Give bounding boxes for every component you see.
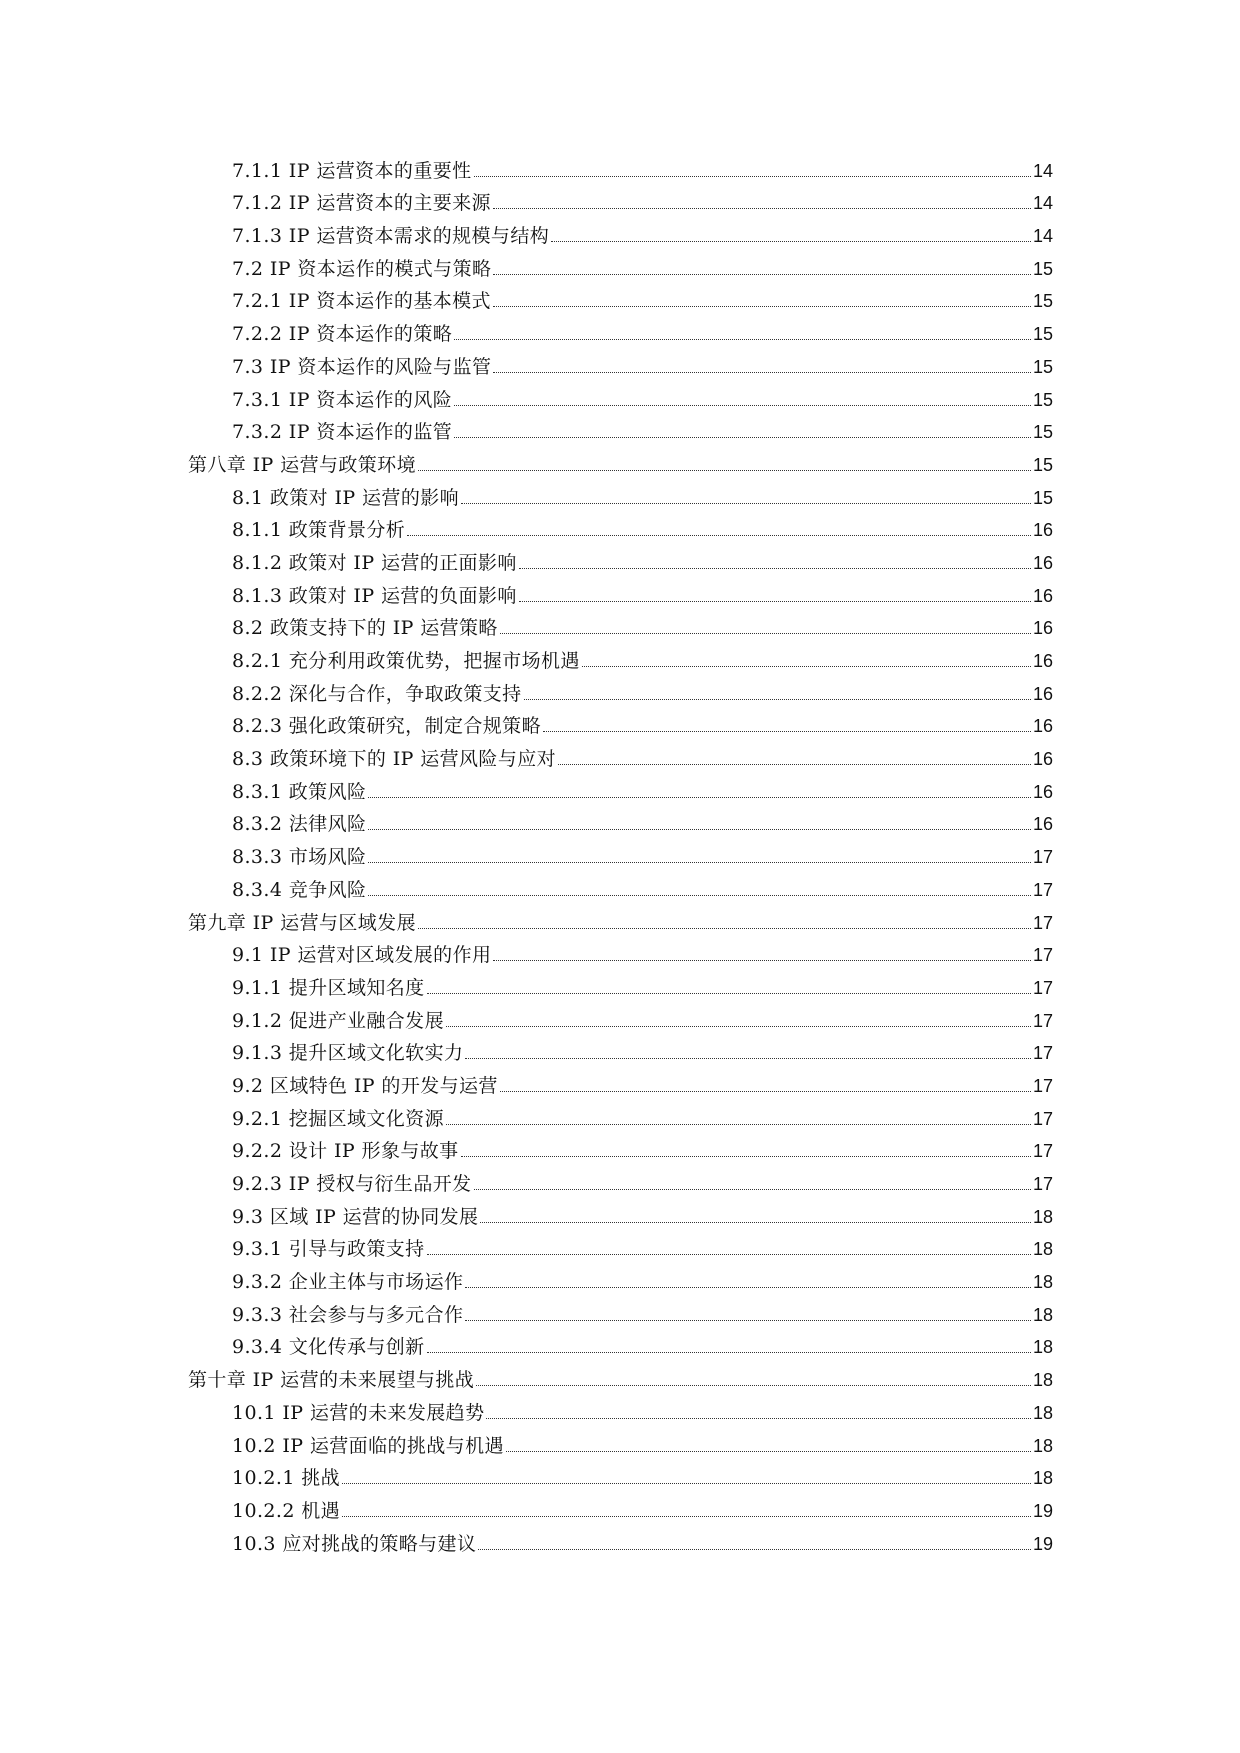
dot-leader [461, 1156, 1031, 1157]
dot-leader [368, 895, 1031, 896]
toc-entry[interactable] [0, 542, 1240, 575]
dot-leader [551, 241, 1031, 242]
toc-entry[interactable] [0, 738, 1240, 771]
toc-entry-title: 9.3 区域 IP 运营的协同发展 [232, 1205, 479, 1228]
toc-entry[interactable] [0, 1261, 1240, 1294]
toc-entry-title: 8.2.3 强化政策研究，制定合规策略 [232, 715, 541, 738]
toc-entry[interactable] [0, 1163, 1240, 1196]
toc-entry[interactable] [0, 313, 1240, 346]
dot-leader [368, 797, 1031, 798]
toc-entry-title: 9.2.3 IP 授权与衍生品开发 [232, 1173, 472, 1195]
dot-leader [582, 666, 1031, 667]
toc-entry[interactable] [0, 1000, 1240, 1033]
toc-entry-page-number: 17 [1032, 977, 1053, 998]
toc-entry-title: 7.3 IP 资本运作的风险与监管 [232, 355, 492, 378]
toc-entry-title: 8.2.2 深化与合作，争取政策支持 [232, 682, 522, 705]
toc-entry[interactable] [0, 1065, 1240, 1098]
toc-entry-title: 9.3.2 企业主体与市场运作 [232, 1271, 464, 1294]
toc-entry-title: 第十章 IP 运营的未来展望与挑战 [188, 1369, 475, 1392]
toc-entry[interactable] [0, 281, 1240, 314]
toc-entry-page-number: 16 [1032, 781, 1053, 802]
toc-entry-title: 第八章 IP 运营与政策环境 [188, 453, 416, 476]
toc-entry[interactable] [0, 346, 1240, 379]
toc-entry[interactable] [0, 248, 1240, 281]
toc-entry[interactable] [0, 1098, 1240, 1131]
toc-entry[interactable] [0, 1033, 1240, 1066]
dot-leader [342, 1483, 1031, 1484]
toc-entry-title: 9.1.2 促进产业融合发展 [232, 1009, 444, 1032]
toc-entry[interactable] [0, 1359, 1240, 1392]
toc-entry-title: 8.3.4 竞争风险 [232, 878, 367, 901]
toc-entry-title: 7.2 IP 资本运作的模式与策略 [232, 257, 492, 280]
toc-entry[interactable] [0, 869, 1240, 902]
toc-entry[interactable] [0, 379, 1240, 412]
toc-entry-title: 9.2.2 设计 IP 形象与故事 [232, 1140, 459, 1163]
dot-leader [465, 1058, 1031, 1059]
toc-entry[interactable] [0, 1131, 1240, 1164]
toc-entry[interactable] [0, 1392, 1240, 1425]
toc-entry-page-number: 17 [1032, 847, 1053, 868]
dot-leader [500, 1091, 1031, 1092]
toc-entry-page-number: 16 [1032, 520, 1053, 541]
toc-entry[interactable] [0, 836, 1240, 869]
toc-entry-title: 10.1 IP 运营的未来发展趋势 [232, 1401, 485, 1424]
toc-entry-page-number: 15 [1032, 356, 1053, 377]
toc-entry-page-number: 16 [1032, 716, 1053, 737]
toc-entry-page-number: 16 [1032, 585, 1053, 606]
toc-entry[interactable] [0, 1490, 1240, 1523]
toc-entry[interactable] [0, 1523, 1240, 1556]
dot-leader [368, 829, 1031, 830]
toc-entry-title: 8.1.3 政策对 IP 运营的负面影响 [232, 584, 517, 607]
dot-leader [465, 1287, 1031, 1288]
dot-leader [446, 1026, 1031, 1027]
toc-entry-title: 8.3.1 政策风险 [232, 780, 367, 803]
dot-leader [476, 1385, 1031, 1386]
dot-leader [461, 503, 1031, 504]
toc-entry-page-number: 15 [1032, 258, 1053, 279]
toc-entry[interactable] [0, 967, 1240, 1000]
toc-entry[interactable] [0, 804, 1240, 837]
toc-entry-title: 7.2.2 IP 资本运作的策略 [232, 323, 453, 346]
toc-entry-title: 10.3 应对挑战的策略与建议 [232, 1532, 477, 1555]
toc-entry[interactable] [0, 935, 1240, 968]
dot-leader [478, 1549, 1031, 1550]
toc-entry[interactable] [0, 608, 1240, 641]
toc-entry-title: 10.2.2 机遇 [232, 1499, 341, 1522]
toc-entry-title: 9.2.1 挖掘区域文化资源 [232, 1107, 444, 1130]
dot-leader [418, 928, 1031, 929]
dot-leader [368, 862, 1031, 863]
toc-entry-title: 7.1.1 IP 运营资本的重要性 [232, 159, 472, 182]
toc-entry[interactable] [0, 477, 1240, 510]
toc-entry[interactable] [0, 902, 1240, 935]
dot-leader [480, 1222, 1031, 1223]
toc-entry-title: 10.2 IP 运营面临的挑战与机遇 [232, 1434, 504, 1457]
dot-leader [543, 731, 1031, 732]
dot-leader [474, 176, 1031, 177]
dot-leader [446, 1124, 1031, 1125]
toc-entry[interactable] [0, 444, 1240, 477]
toc-entry[interactable] [0, 215, 1240, 248]
toc-entry-title: 8.1.1 政策背景分析 [232, 519, 406, 542]
dot-leader [519, 568, 1031, 569]
dot-leader [493, 372, 1031, 373]
toc-entry-title: 8.3.2 法律风险 [232, 813, 367, 836]
toc-entry-title: 9.3.1 引导与政策支持 [232, 1238, 425, 1261]
toc-entry-page-number: 15 [1032, 487, 1053, 508]
toc-entry-page-number: 17 [1032, 1174, 1053, 1194]
toc-entry-title: 7.2.1 IP 资本运作的基本模式 [232, 290, 491, 313]
toc-entry-page-number: 17 [1032, 879, 1053, 900]
dot-leader [519, 601, 1031, 602]
toc-entry-page-number: 17 [1032, 1010, 1053, 1031]
dot-leader [474, 1189, 1031, 1190]
dot-leader [342, 1516, 1031, 1517]
dot-leader [506, 1451, 1031, 1452]
dot-leader [418, 470, 1031, 471]
toc-entry-title: 8.3 政策环境下的 IP 运营风险与应对 [232, 748, 557, 771]
toc-entry-title: 7.3.1 IP 资本运作的风险 [232, 388, 453, 411]
toc-entry-page-number: 16 [1032, 552, 1053, 573]
toc-entry-title: 8.3.3 市场风险 [232, 846, 367, 869]
dot-leader [427, 1254, 1031, 1255]
toc-entry-page-number: 18 [1032, 1402, 1053, 1423]
toc-entry-page-number: 17 [1032, 1108, 1053, 1129]
toc-entry-title: 9.1.1 提升区域知名度 [232, 976, 425, 999]
toc-entry-page-number: 19 [1032, 1500, 1053, 1521]
toc-entry-page-number: 18 [1032, 1239, 1053, 1260]
toc-entry-page-number: 15 [1032, 291, 1053, 312]
toc-entry-page-number: 16 [1032, 618, 1053, 639]
toc-entry-page-number: 18 [1032, 1337, 1053, 1358]
toc-entry[interactable] [0, 673, 1240, 706]
toc-entry-page-number: 18 [1032, 1304, 1053, 1325]
toc-entry-page-number: 17 [1032, 912, 1053, 933]
toc-entry-title: 9.2 区域特色 IP 的开发与运营 [232, 1074, 498, 1097]
toc-entry-title: 8.2 政策支持下的 IP 运营策略 [232, 617, 498, 640]
toc-entry[interactable] [0, 1327, 1240, 1360]
dot-leader [407, 535, 1031, 536]
toc-entry-page-number: 15 [1032, 324, 1053, 345]
toc-entry[interactable] [0, 640, 1240, 673]
toc-entry-title: 10.2.1 挑战 [232, 1467, 341, 1490]
toc-entry-title: 9.1.3 提升区域文化软实力 [232, 1042, 464, 1065]
dot-leader [493, 208, 1031, 209]
toc-entry-title: 7.1.2 IP 运营资本的主要来源 [232, 192, 491, 215]
toc-entry-title: 8.1 政策对 IP 运营的影响 [232, 486, 460, 509]
dot-leader [493, 306, 1031, 307]
toc-entry-page-number: 18 [1032, 1370, 1053, 1391]
toc-entry-page-number: 15 [1032, 454, 1053, 475]
toc-entry-title: 9.3.4 文化传承与创新 [232, 1336, 425, 1359]
toc-entry[interactable] [0, 412, 1240, 445]
dot-leader [558, 764, 1031, 765]
toc-entry-page-number: 18 [1032, 1435, 1053, 1456]
toc-entry-page-number: 15 [1032, 389, 1053, 410]
dot-leader [524, 699, 1031, 700]
dot-leader [427, 993, 1031, 994]
toc-entry[interactable] [0, 1196, 1240, 1229]
toc-entry-page-number: 17 [1032, 945, 1053, 966]
toc-entry[interactable] [0, 1229, 1240, 1262]
toc-entry[interactable] [0, 575, 1240, 608]
dot-leader [486, 1418, 1030, 1419]
toc-entry[interactable] [0, 706, 1240, 739]
toc-entry[interactable] [0, 150, 1240, 183]
toc-entry-title: 9.1 IP 运营对区域发展的作用 [232, 944, 492, 967]
dot-leader [454, 405, 1031, 406]
toc-entry[interactable] [0, 510, 1240, 543]
dot-leader [427, 1352, 1031, 1353]
toc-entry-page-number: 17 [1032, 1043, 1053, 1064]
toc-entry[interactable] [0, 1425, 1240, 1458]
dot-leader [454, 339, 1031, 340]
toc-entry-page-number: 18 [1032, 1206, 1053, 1227]
toc-entry-page-number: 15 [1032, 422, 1053, 443]
toc-entry-page-number: 18 [1032, 1468, 1053, 1489]
toc-entry-title: 8.1.2 政策对 IP 运营的正面影响 [232, 551, 517, 574]
table-of-contents [0, 150, 1240, 1556]
toc-entry-page-number: 17 [1032, 1141, 1053, 1162]
dot-leader [454, 437, 1031, 438]
toc-entry[interactable] [0, 1458, 1240, 1491]
toc-entry-page-number: 16 [1032, 651, 1053, 671]
toc-entry-title: 7.1.3 IP 运营资本需求的规模与结构 [232, 225, 550, 248]
dot-leader [500, 633, 1031, 634]
toc-entry-title: 7.3.2 IP 资本运作的监管 [232, 421, 453, 444]
toc-entry-title: 第九章 IP 运营与区域发展 [188, 911, 416, 934]
toc-entry-page-number: 18 [1032, 1272, 1053, 1293]
toc-entry[interactable] [0, 771, 1240, 804]
toc-entry-page-number: 17 [1032, 1075, 1053, 1096]
toc-entry-page-number: 14 [1032, 193, 1053, 214]
toc-entry[interactable] [0, 183, 1240, 216]
toc-entry[interactable] [0, 1294, 1240, 1327]
dot-leader [465, 1320, 1031, 1321]
toc-entry-title: 8.2.1 充分利用政策优势，把握市场机遇 [232, 650, 580, 672]
toc-entry-page-number: 19 [1032, 1533, 1053, 1554]
toc-entry-page-number: 14 [1032, 160, 1053, 181]
toc-entry-page-number: 16 [1032, 683, 1053, 704]
toc-entry-page-number: 16 [1032, 814, 1053, 835]
dot-leader [493, 274, 1031, 275]
toc-entry-title: 9.3.3 社会参与与多元合作 [232, 1303, 464, 1326]
dot-leader [493, 960, 1031, 961]
toc-entry-page-number: 14 [1032, 226, 1053, 247]
toc-entry-page-number: 16 [1032, 749, 1053, 770]
